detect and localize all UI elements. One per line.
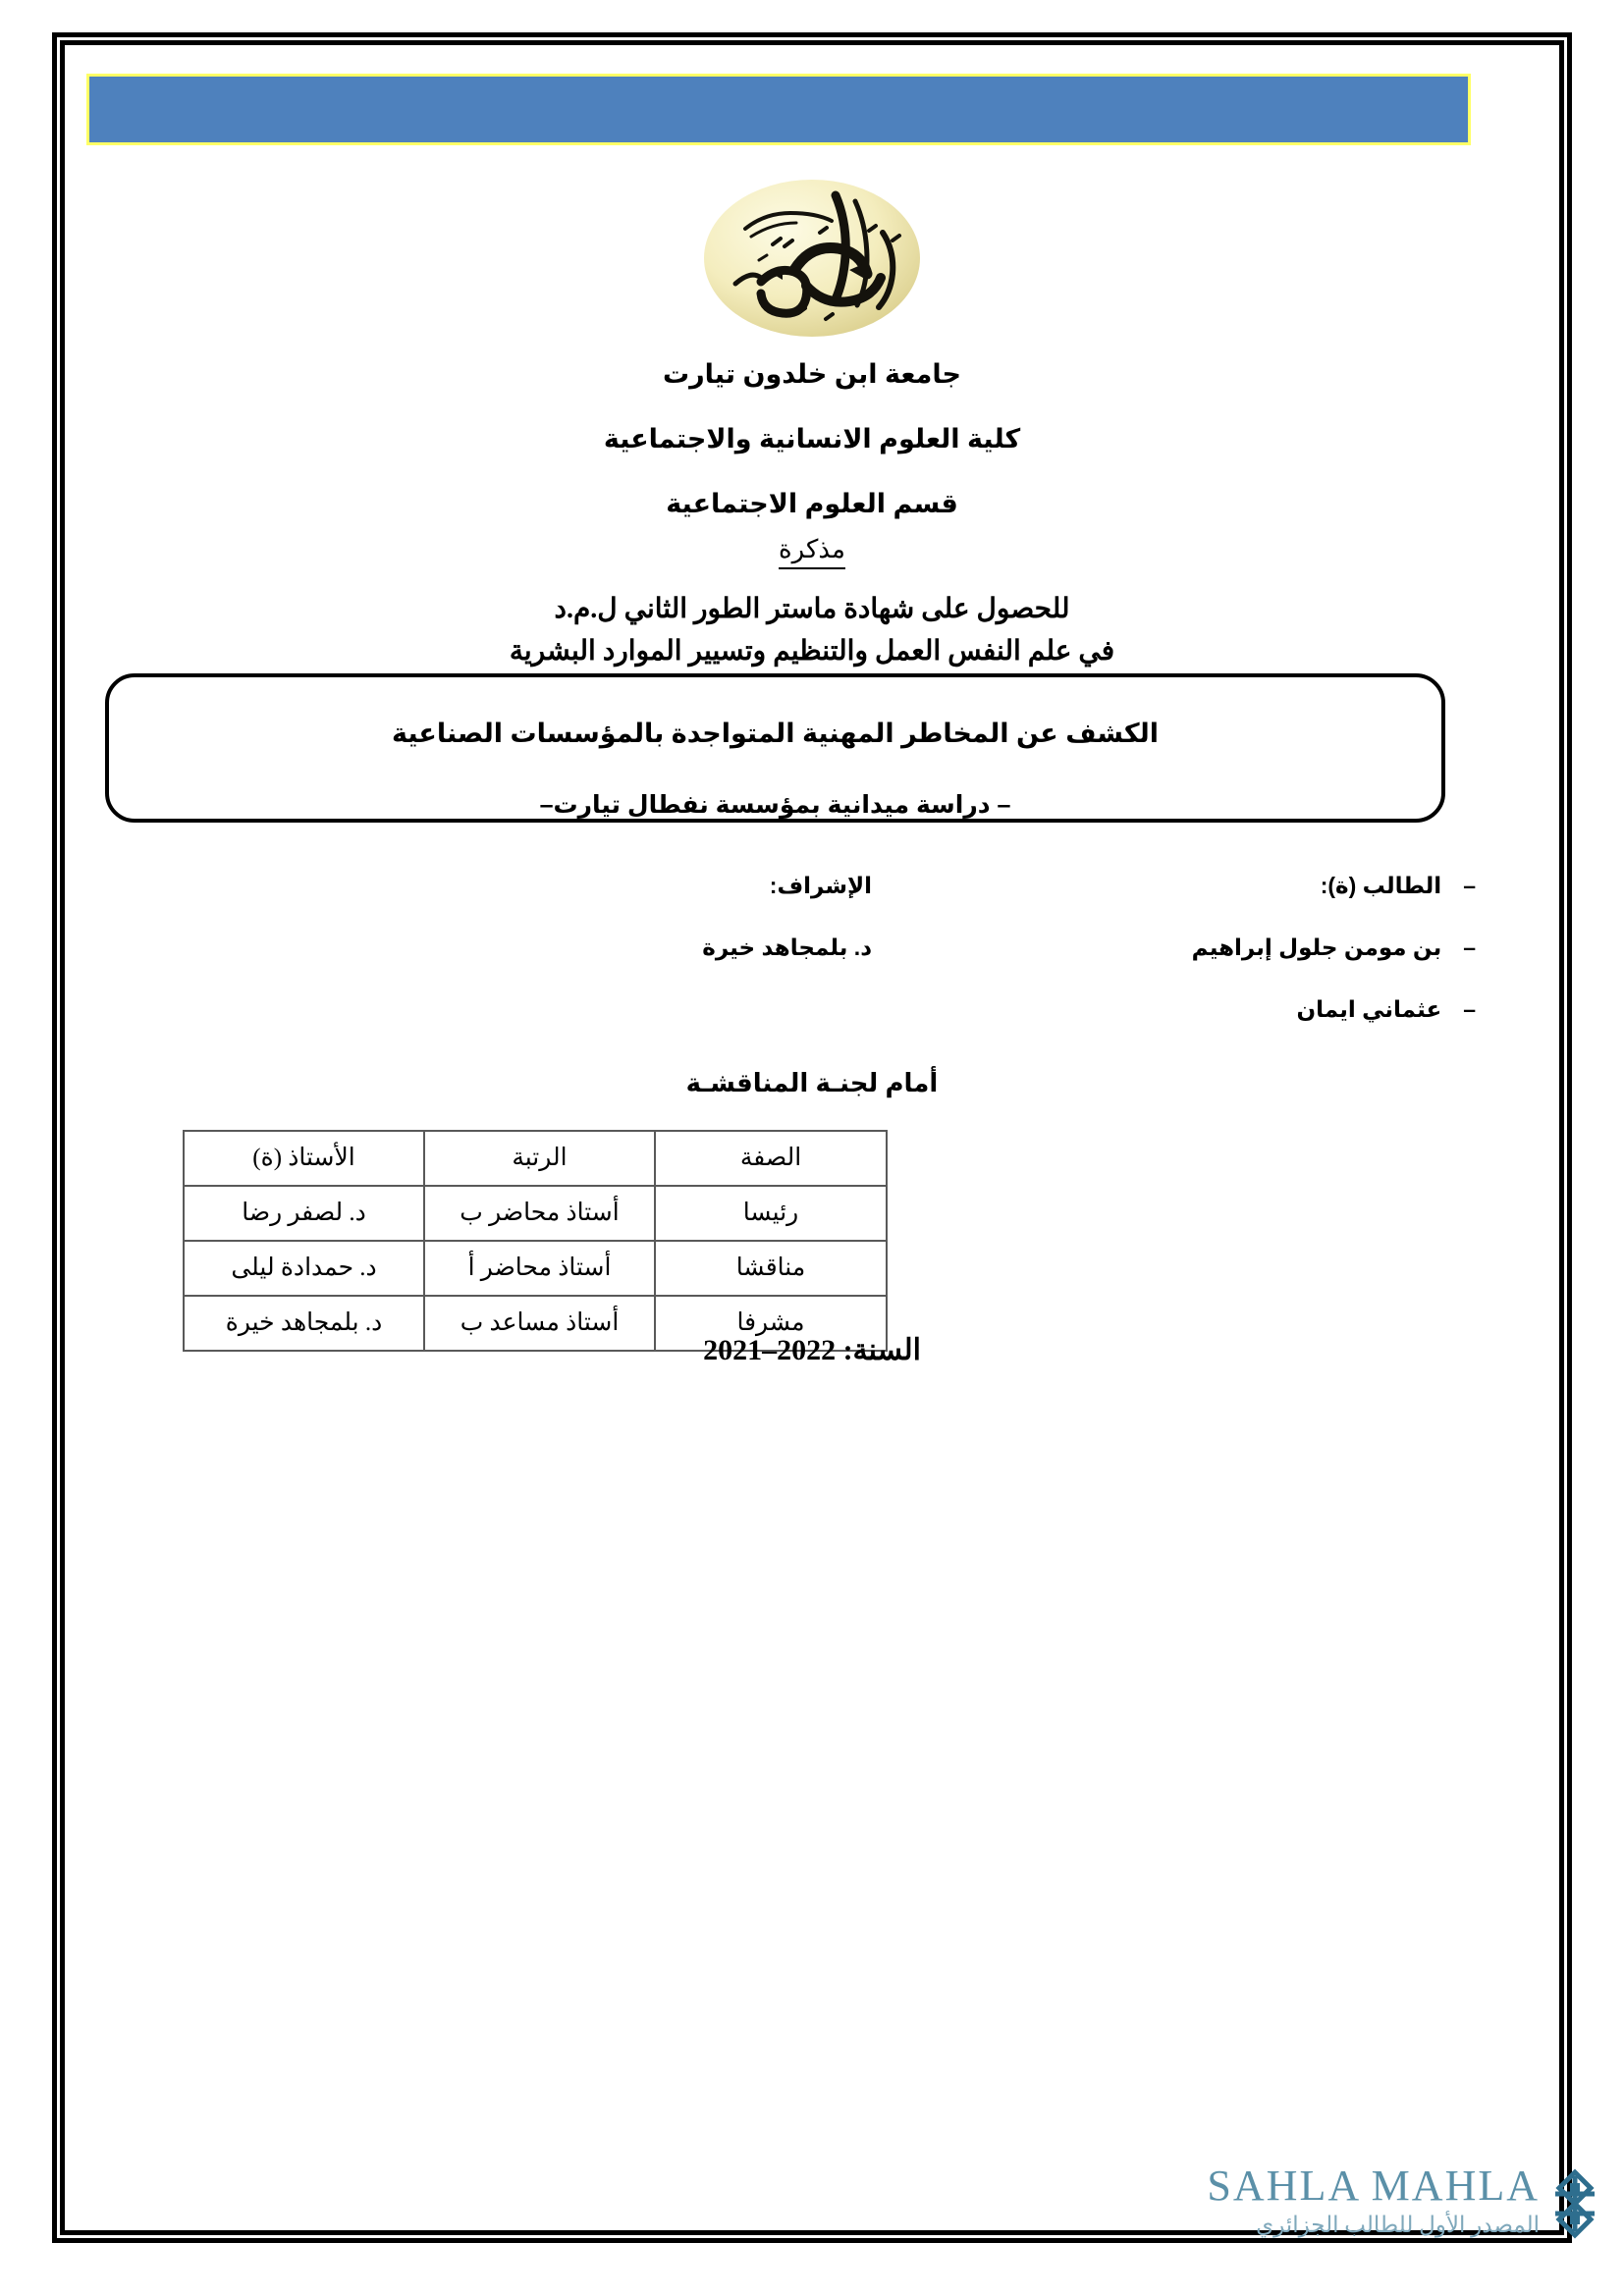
table-header-row [184,1131,887,1186]
memo-label: مذكرة [779,536,845,569]
student-column [926,875,1476,1060]
cell-professor: د. بلمجاهد خيرة [184,1296,424,1351]
cell-role: مشرفا [655,1296,887,1351]
thesis-title: الكشف عن المخاطر المهنية المتواجدة بالمؤسسات الصناعية [392,719,1159,748]
memo-specialty: في علم النفس العمل والتنظيم وتسيير الموارد البشرية [509,635,1115,667]
cell-rank: أستاذ مساعد ب [424,1296,655,1351]
supervisor-label: الإشراف: [769,873,872,898]
faculty-name: كلية العلوم الانسانية والاجتماعية [603,424,1021,454]
table-row [184,1186,887,1241]
student-label-line [926,875,1476,897]
bullet-dash: – [1463,873,1476,898]
supervisor-label-line [410,875,872,897]
header-banner [86,74,1471,145]
university-name: جامعة ابن خلدون تيارت [662,359,961,389]
year-value: 2022–2021 [703,1334,837,1366]
supervisor-name-1: د. بلمجاهد خيرة [702,934,872,960]
student-name-2: عثماني ايمان [1296,996,1442,1022]
thesis-subtitle: – دراسة ميدانية بمؤسسة نفطال تيارت– [539,791,1011,819]
supervisor-column [410,875,872,998]
column-header-rank: الرتبة [424,1131,655,1186]
institution-headings [65,361,1559,556]
jury-table [183,1130,888,1352]
student-name-1-line [926,936,1476,959]
sahla-mahla-watermark [1094,2164,1604,2239]
cover-page-content [65,45,1559,2230]
cell-professor: د. حمدادة ليلى [184,1241,424,1296]
memo-purpose: للحصول على شهادة ماستر الطور الثاني ل.م.د [554,593,1070,624]
thesis-title-box [105,673,1445,823]
university-seal-icon [700,176,924,341]
cell-role: مناقشا [655,1241,887,1296]
year-label: السنة: [842,1334,921,1366]
university-logo-container [65,176,1559,346]
cell-rank: أستاذ محاضر ب [424,1186,655,1241]
column-header-professor: الأستاذ (ة) [184,1131,424,1186]
column-header-role: الصفة [655,1131,887,1186]
student-label: الطالب (ة): [1320,873,1442,898]
cell-rank: أستاذ محاضر أ [424,1241,655,1296]
cell-role: رئيسا [655,1186,887,1241]
student-name-2-line [926,998,1476,1021]
bullet-dash: – [1463,996,1476,1022]
watermark-title: SAHLA MAHLA [1207,2162,1540,2211]
committee-heading: أمام لجنـة المناقشـة [685,1068,939,1097]
bullet-dash: – [1463,934,1476,960]
memo-block [65,536,1559,672]
watermark-subtitle: المصدر الأول للطالب الجزائري [1256,2213,1540,2238]
student-name-1: بن مومن جلول إبراهيم [1191,934,1442,960]
supervisor-name-line [410,936,872,959]
academic-year-line [65,1336,1559,1365]
sahla-mahla-logo-mark-icon [1545,2168,1604,2239]
department-name: قسم العلوم الاجتماعية [666,489,958,518]
table-row [184,1241,887,1296]
cell-professor: د. لصفر رضا [184,1186,424,1241]
